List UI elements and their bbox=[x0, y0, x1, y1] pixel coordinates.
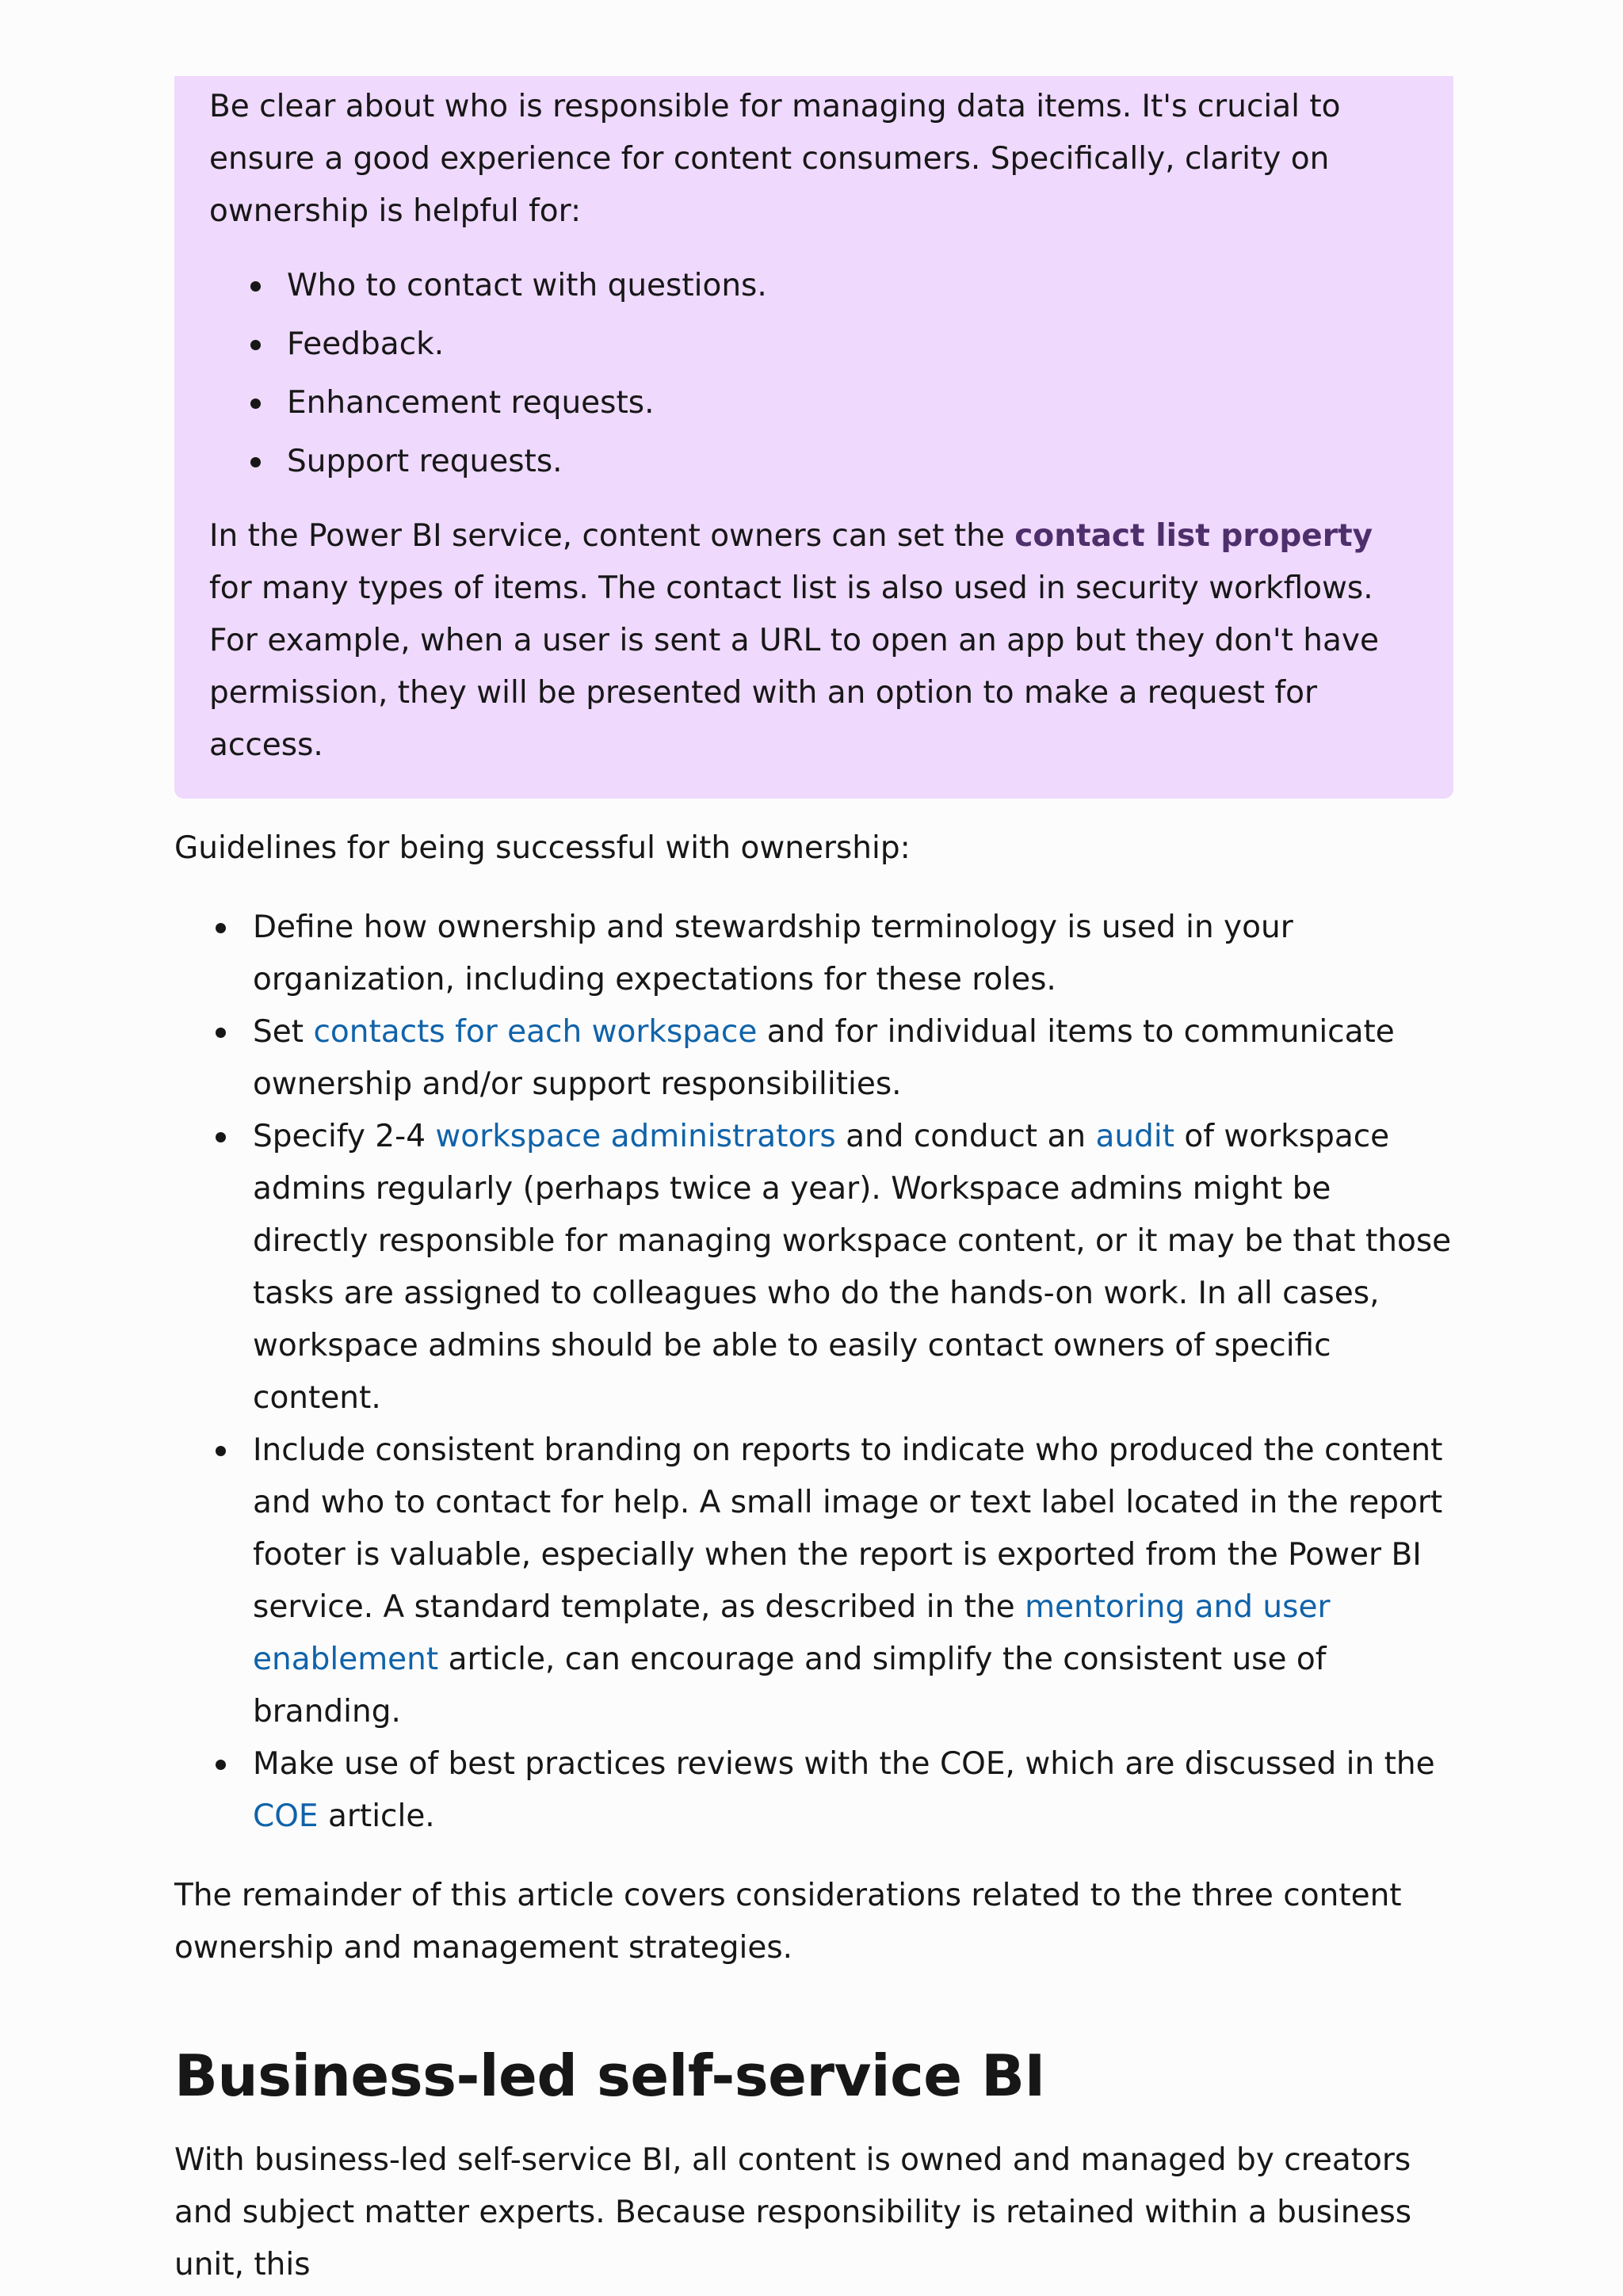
text-run: for many types of items. The contact list is also used in security workflows. For example, when a user is sent a URL to open an app but they don't have permission, they will be presented with an option to make a request for access. bbox=[209, 570, 1379, 763]
list-item bbox=[174, 1111, 1453, 1425]
text-run: and for individual items to communicate ownership and/or support responsibilities. bbox=[253, 1014, 1395, 1102]
callout-list bbox=[209, 257, 1419, 491]
list-item: Who to contact with questions. bbox=[209, 257, 1419, 315]
callout-intro: Be clear about who is responsible for managing data items. It's crucial to ensure a good experience for content consumers. Specifically, clarity on ownership is helpful for: bbox=[209, 89, 1341, 229]
text-run: of workspace admins regularly (perhaps twice a year). Workspace admins might be directly responsible for managing workspace content, or it may be that those tasks are assigned to colleagues who do the hands-on work. In all cases, workspace admins should be able to easily contact owners of specific content. bbox=[253, 1119, 1452, 1416]
workspace-administrators-link[interactable]: workspace administrators bbox=[435, 1119, 836, 1154]
article-content bbox=[174, 76, 1453, 2291]
section-intro-paragraph: With business-led self-service BI, all content is owned and managed by creators and subject matter experts. Because responsibility is retained within a business unit, this bbox=[174, 2142, 1412, 2283]
section-heading: Business-led self-service BI bbox=[174, 2042, 1045, 2109]
contact-list-property-link[interactable]: contact list property bbox=[1014, 518, 1373, 554]
list-item bbox=[174, 1425, 1453, 1738]
text-run: Include consistent branding on reports to indicate who produced the content and who to contact for help. A small image or text label located in the report footer is valuable, especially when the report is exported from the Power BI service. A standard template, as described in the bbox=[253, 1432, 1443, 1625]
audit-link[interactable]: audit bbox=[1095, 1119, 1174, 1154]
text-run: Set bbox=[253, 1014, 314, 1050]
list-item bbox=[174, 1006, 1453, 1111]
guidelines-list bbox=[174, 902, 1453, 1843]
list-item: Support requests. bbox=[209, 433, 1419, 491]
text-run: In the Power BI service, content owners can set the bbox=[209, 518, 1015, 554]
text-run: and conduct an bbox=[835, 1119, 1096, 1154]
tip-callout bbox=[174, 76, 1453, 799]
mentoring-and-user-enablement-link[interactable]: mentoring and user enablement bbox=[253, 1589, 1331, 1677]
guidelines-heading: Guidelines for being successful with ownership: bbox=[174, 830, 911, 866]
text-run: Define how ownership and stewardship terminology is used in your organization, including expectations for these roles. bbox=[253, 910, 1293, 997]
list-item: Feedback. bbox=[209, 315, 1419, 374]
text-run: Make use of best practices reviews with the COE, which are discussed in the bbox=[253, 1746, 1435, 1782]
text-run: article, can encourage and simplify the consistent use of branding. bbox=[253, 1642, 1327, 1730]
list-item bbox=[174, 902, 1453, 1006]
contacts-for-each-workspace-link[interactable]: contacts for each workspace bbox=[313, 1014, 758, 1050]
list-item bbox=[174, 1738, 1453, 1843]
callout-contact-paragraph bbox=[209, 510, 1419, 772]
text-run: Specify 2-4 bbox=[253, 1119, 436, 1154]
remainder-paragraph: The remainder of this article covers considerations related to the three content ownership and management strategies. bbox=[174, 1878, 1402, 1966]
coe-link[interactable]: COE bbox=[253, 1798, 319, 1834]
list-item: Enhancement requests. bbox=[209, 374, 1419, 433]
text-run: article. bbox=[318, 1798, 435, 1834]
